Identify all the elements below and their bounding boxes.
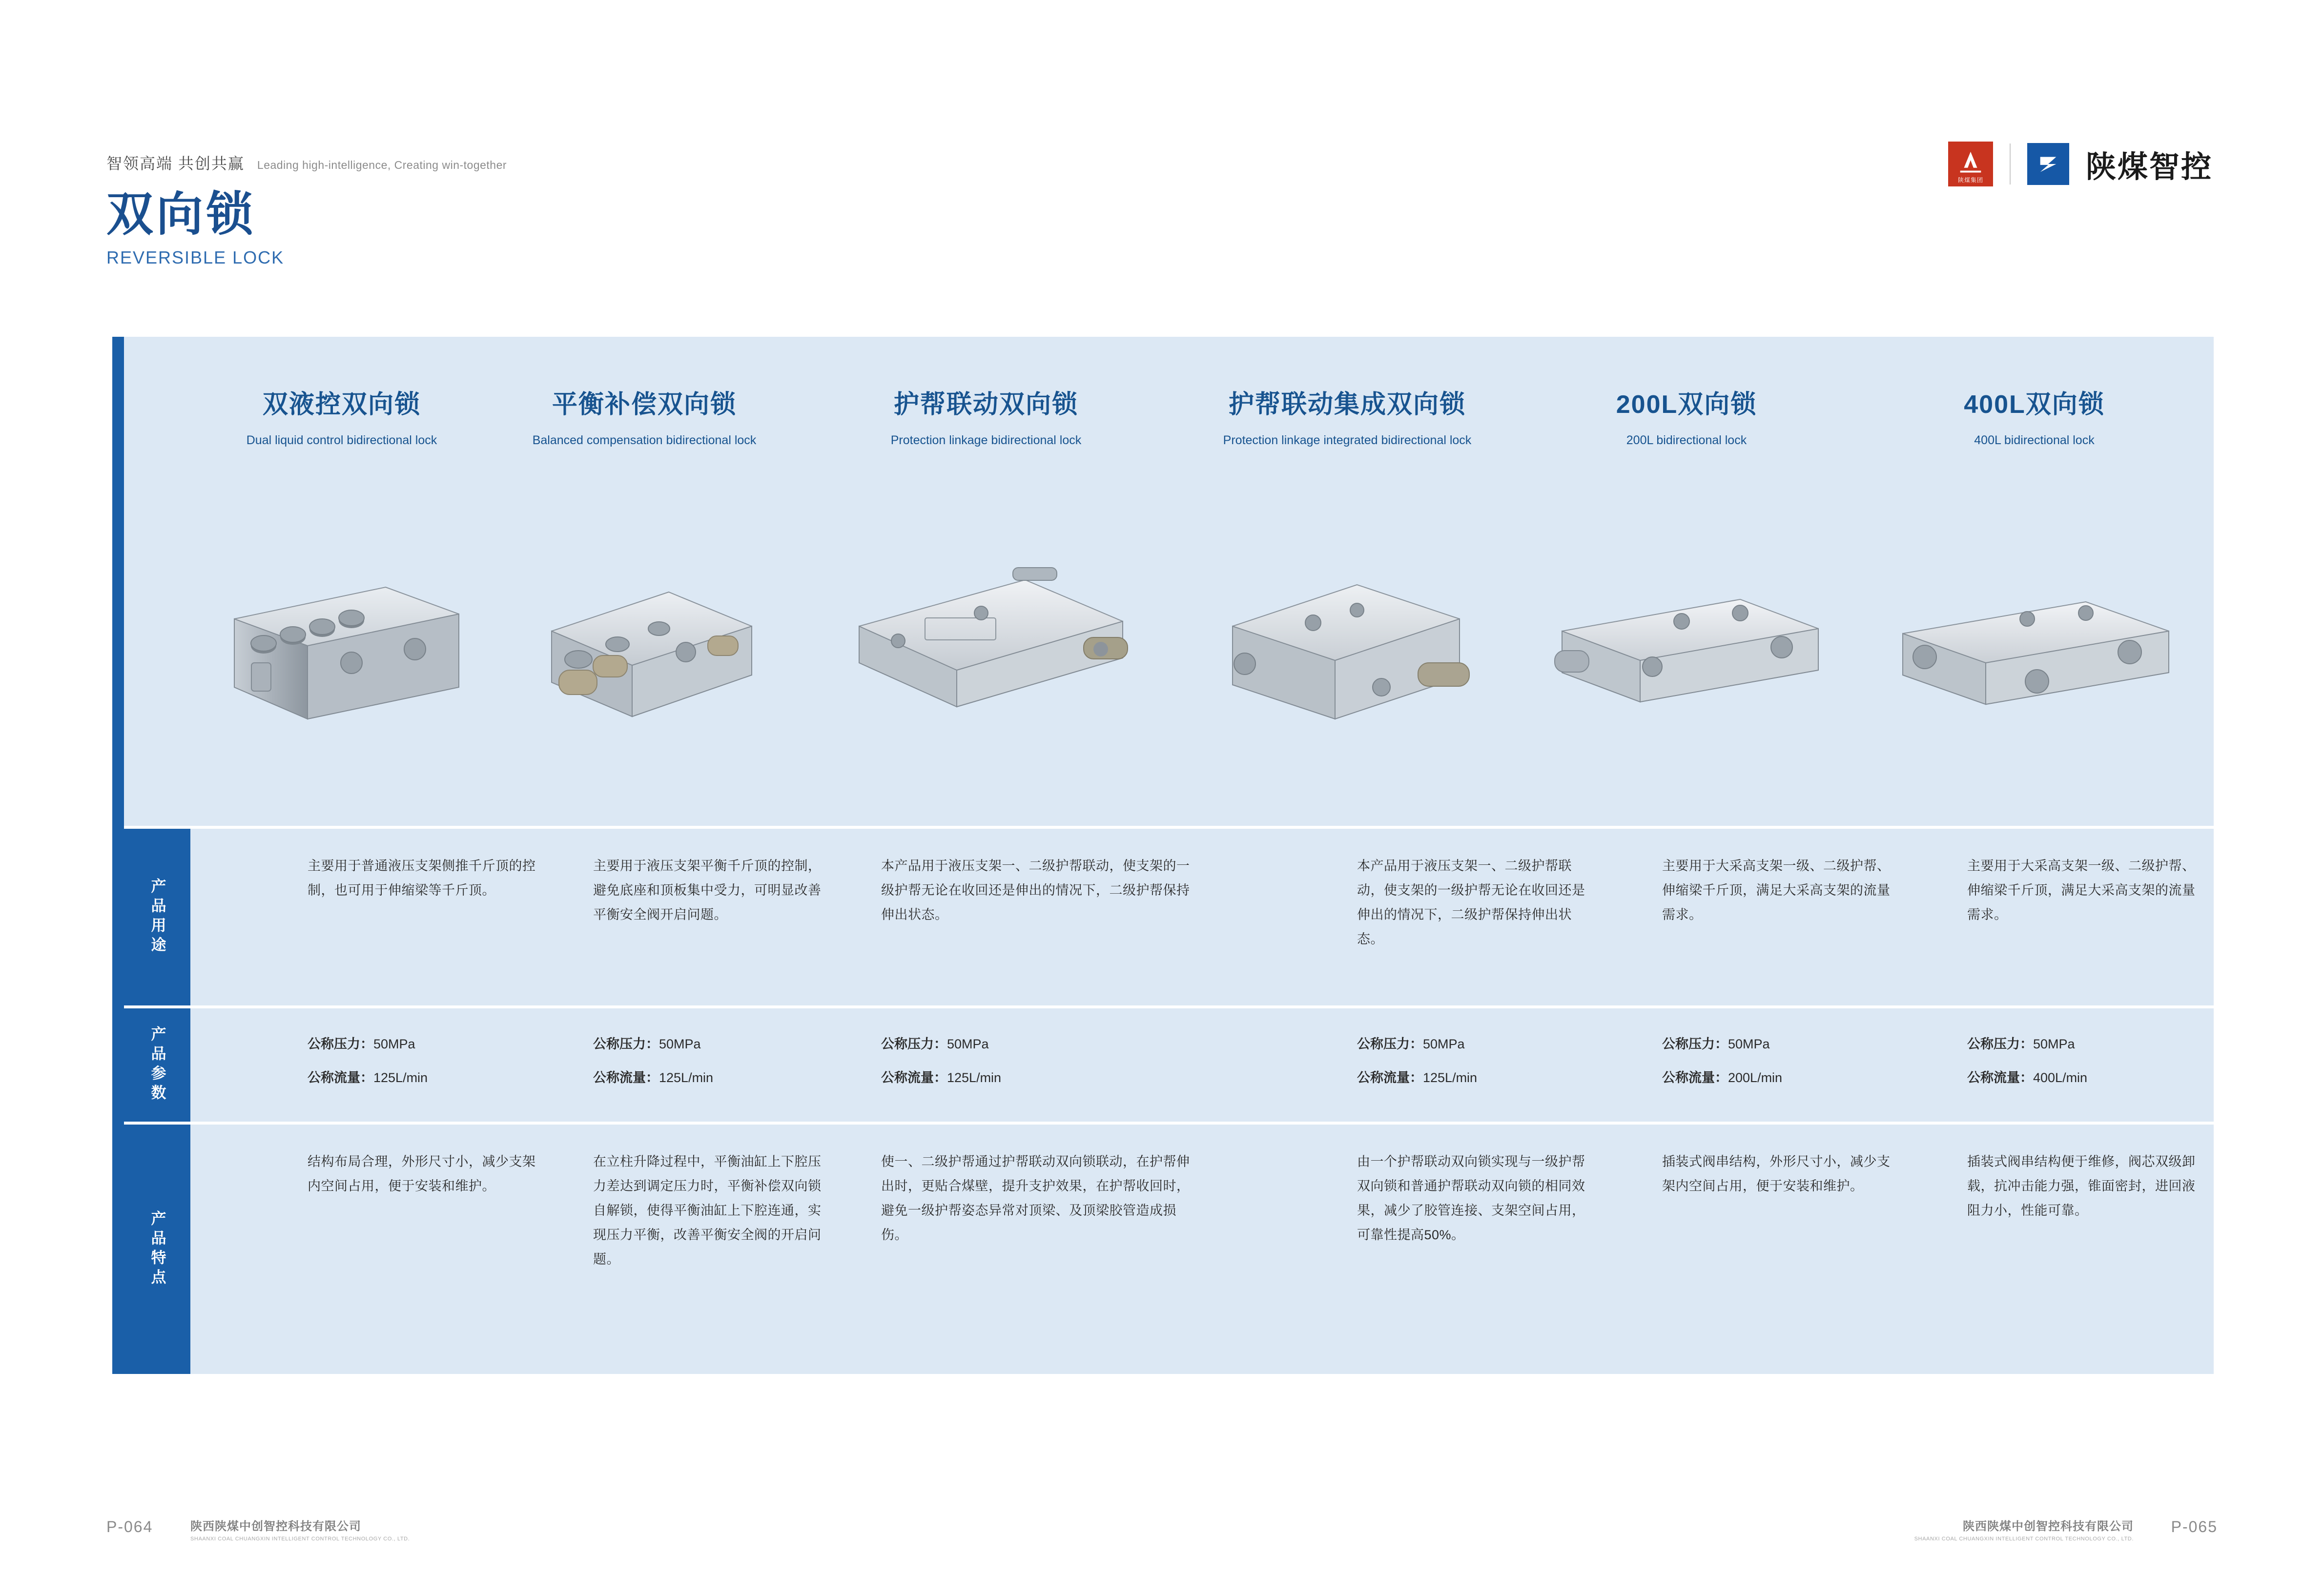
features-text: 插装式阀串结构，外形尺寸小，减少支架内空间占用，便于安装和维护。 <box>1662 1154 1891 1193</box>
features-cell-6 <box>1967 1125 2206 1374</box>
page-number-left: P-064 <box>106 1518 153 1536</box>
param-pressure-value: 50MPa <box>2033 1037 2075 1051</box>
params-cell-5 <box>1662 1008 1896 1122</box>
features-cell-3 <box>881 1125 1193 1374</box>
usage-cell-5 <box>1662 829 1896 1005</box>
usage-text: 主要用于普通液压支架侧推千斤顶的控制，也可用于伸缩梁等千斤顶。 <box>308 859 536 898</box>
param-pressure-value: 50MPa <box>659 1037 701 1051</box>
footer-company-left <box>190 1516 410 1542</box>
param-pressure-label: 公称压力： <box>593 1037 659 1051</box>
page-footer <box>0 1465 2324 1577</box>
param-flow-value: 400L/min <box>2033 1070 2088 1085</box>
usage-cell-2 <box>593 829 823 1005</box>
product-card-2 <box>493 337 796 826</box>
features-cell-5 <box>1662 1125 1896 1374</box>
features-cell-4 <box>1357 1125 1591 1374</box>
usage-text: 本产品用于液压支架一、二级护帮联动，使支架的一级护帮无论在收回还是伸出的情况下，二级护帮保持伸出状态。 <box>1357 859 1585 946</box>
param-flow-label: 公称流量： <box>1662 1070 1728 1085</box>
usage-text: 主要用于大采高支架一级、二级护帮、伸缩梁千斤顶，满足大采高支架的流量需求。 <box>1967 859 2196 922</box>
param-flow-label: 公称流量： <box>308 1070 373 1085</box>
param-flow <box>1967 1067 2206 1088</box>
param-pressure <box>1967 1034 2206 1055</box>
usage-cell-3 <box>881 829 1193 1005</box>
param-pressure-value: 50MPa <box>373 1037 415 1051</box>
product-image-2 <box>493 466 796 826</box>
logo-group-text: 陕煤集团 <box>1957 177 1983 184</box>
param-flow-label: 公称流量： <box>1967 1070 2033 1085</box>
product-image-4 <box>1176 466 1518 826</box>
features-row <box>190 1125 2214 1374</box>
product-card-3 <box>796 337 1176 826</box>
product-title-cn: 护帮联动集成双向锁 <box>1228 390 1466 419</box>
product-title-en: Protection linkage bidirectional lock <box>890 433 1082 448</box>
page-title <box>106 190 284 268</box>
usage-cell-6 <box>1967 829 2206 1005</box>
param-flow <box>1357 1067 1591 1088</box>
footer-company-cn: 陕西陕煤中创智控科技有限公司 <box>1963 1520 2134 1533</box>
product-title-en: 200L bidirectional lock <box>1626 433 1747 448</box>
logo-company-name: 陕煤智控 <box>2085 150 2213 184</box>
param-pressure <box>593 1034 823 1055</box>
param-pressure-label: 公称压力： <box>1967 1037 2033 1051</box>
param-flow-value: 125L/min <box>373 1070 428 1085</box>
param-flow <box>1662 1067 1896 1088</box>
product-title-en: Dual liquid control bidirectional lock <box>246 433 437 448</box>
product-image-6 <box>1855 466 2214 826</box>
param-pressure-label: 公称压力： <box>1662 1037 1728 1051</box>
param-flow <box>593 1067 823 1088</box>
tagline <box>106 151 507 174</box>
footer-company-en: SHAANXI COAL CHUANGXIN INTELLIGENT CONTROL TECHNOLOGY CO., LTD. <box>1914 1536 2134 1542</box>
param-pressure <box>881 1034 1193 1055</box>
footer-company-cn: 陕西陕煤中创智控科技有限公司 <box>190 1520 361 1533</box>
table-left-accent-bar <box>112 337 124 1374</box>
param-pressure-label: 公称压力： <box>1357 1037 1423 1051</box>
row-label-features: 产品特点 <box>124 1125 190 1374</box>
param-flow-value: 200L/min <box>1728 1070 1783 1085</box>
features-text: 结构布局合理，外形尺寸小，减少支架内空间占用，便于安装和维护。 <box>308 1154 536 1193</box>
product-comparison-table <box>112 337 2214 1374</box>
features-text: 使一、二级护帮通过护帮联动双向锁联动，在护帮伸出时，更贴合煤壁，提升支护效果，在护帮收回时，避免一级护帮姿态异常对顶梁、及顶梁胶管造成损伤。 <box>881 1154 1190 1242</box>
params-row <box>190 1008 2214 1122</box>
row-label-usage: 产品用途 <box>124 829 190 1005</box>
param-pressure-value: 50MPa <box>1728 1037 1770 1051</box>
product-title-en: 400L bidirectional lock <box>1974 433 2095 448</box>
param-pressure-value: 50MPa <box>1423 1037 1465 1051</box>
product-image-5 <box>1518 466 1855 826</box>
footer-company-en: SHAANXI COAL CHUANGXIN INTELLIGENT CONTROL TECHNOLOGY CO., LTD. <box>190 1536 410 1542</box>
param-flow <box>881 1067 1193 1088</box>
page-title-en: REVERSIBLE LOCK <box>106 247 285 267</box>
param-flow-value: 125L/min <box>1423 1070 1478 1085</box>
params-cell-1 <box>308 1008 537 1122</box>
param-flow-label: 公称流量： <box>881 1070 947 1085</box>
param-pressure <box>1357 1034 1591 1055</box>
params-cell-2 <box>593 1008 823 1122</box>
param-pressure <box>1662 1034 1896 1055</box>
row-label-params: 产品参数 <box>124 1008 190 1122</box>
page-title-cn: 双向锁 <box>106 188 256 241</box>
product-card-6 <box>1855 337 2214 826</box>
product-title-cn: 护帮联动双向锁 <box>893 390 1078 419</box>
param-pressure-label: 公称压力： <box>308 1037 373 1051</box>
param-flow-value: 125L/min <box>947 1070 1002 1085</box>
page-number-right: P-065 <box>2171 1518 2218 1536</box>
params-cell-4 <box>1357 1008 1591 1122</box>
features-cell-1 <box>308 1125 537 1374</box>
param-flow-value: 125L/min <box>659 1070 714 1085</box>
tagline-en: Leading high-intelligence, Creating win-together <box>257 159 507 171</box>
product-title-en: Balanced compensation bidirectional lock <box>532 433 757 448</box>
product-title-cn: 200L双向锁 <box>1616 390 1757 419</box>
param-flow <box>308 1067 537 1088</box>
usage-cell-1 <box>308 829 537 1005</box>
usage-text: 本产品用于液压支架一、二级护帮联动，使支架的一级护帮无论在收回还是伸出的情况下，二级护帮保持伸出状态。 <box>881 859 1190 922</box>
product-title-en: Protection linkage integrated bidirectional lock <box>1223 433 1472 448</box>
features-cell-2 <box>593 1125 823 1374</box>
param-pressure <box>308 1034 537 1055</box>
product-image-1 <box>190 466 493 826</box>
shaanxi-coal-group-logo-icon <box>1948 142 1993 186</box>
param-flow-label: 公称流量： <box>593 1070 659 1085</box>
param-pressure-label: 公称压力： <box>881 1037 947 1051</box>
product-card-4 <box>1176 337 1518 826</box>
product-title-cn: 双液控双向锁 <box>262 390 421 419</box>
params-cell-3 <box>881 1008 1193 1122</box>
page-header <box>0 73 2324 184</box>
product-card-1 <box>190 337 493 826</box>
features-text: 插装式阀串结构便于维修，阀芯双级卸载，抗冲击能力强，锥面密封，进回液阻力小，性能可靠。 <box>1967 1154 2196 1218</box>
params-cell-6 <box>1967 1008 2206 1122</box>
param-pressure-value: 50MPa <box>947 1037 989 1051</box>
product-title-cn: 400L双向锁 <box>1964 390 2105 419</box>
usage-text: 主要用于大采高支架一级、二级护帮、伸缩梁千斤顶，满足大采高支架的流量需求。 <box>1662 859 1891 922</box>
features-text: 由一个护帮联动双向锁实现与一级护帮双向锁和普通护帮联动双向锁的相同效果，减少了胶管连接、支架空间占用，可靠性提高50%。 <box>1357 1154 1585 1242</box>
product-header-row <box>190 337 2214 826</box>
shaanmei-zhikong-mark-icon <box>2027 143 2069 185</box>
param-flow-label: 公称流量： <box>1357 1070 1423 1085</box>
features-text: 在立柱升降过程中，平衡油缸上下腔压力差达到调定压力时，平衡补偿双向锁自解锁，使得平衡油缸上下腔连通，实现压力平衡，改善平衡安全阀的开启问题。 <box>593 1154 822 1267</box>
footer-company-right <box>1914 1516 2134 1542</box>
usage-cell-4 <box>1357 829 1591 1005</box>
usage-text: 主要用于液压支架平衡千斤顶的控制，避免底座和顶板集中受力，可明显改善平衡安全阀开启问题。 <box>593 859 822 922</box>
logo-block <box>1948 142 2213 186</box>
product-title-cn: 平衡补偿双向锁 <box>552 390 737 419</box>
tagline-cn: 智领高端 共创共赢 <box>106 155 245 172</box>
product-card-5 <box>1518 337 1855 826</box>
usage-row <box>190 829 2214 1005</box>
logo-divider <box>2010 143 2011 184</box>
product-image-3 <box>796 466 1176 826</box>
